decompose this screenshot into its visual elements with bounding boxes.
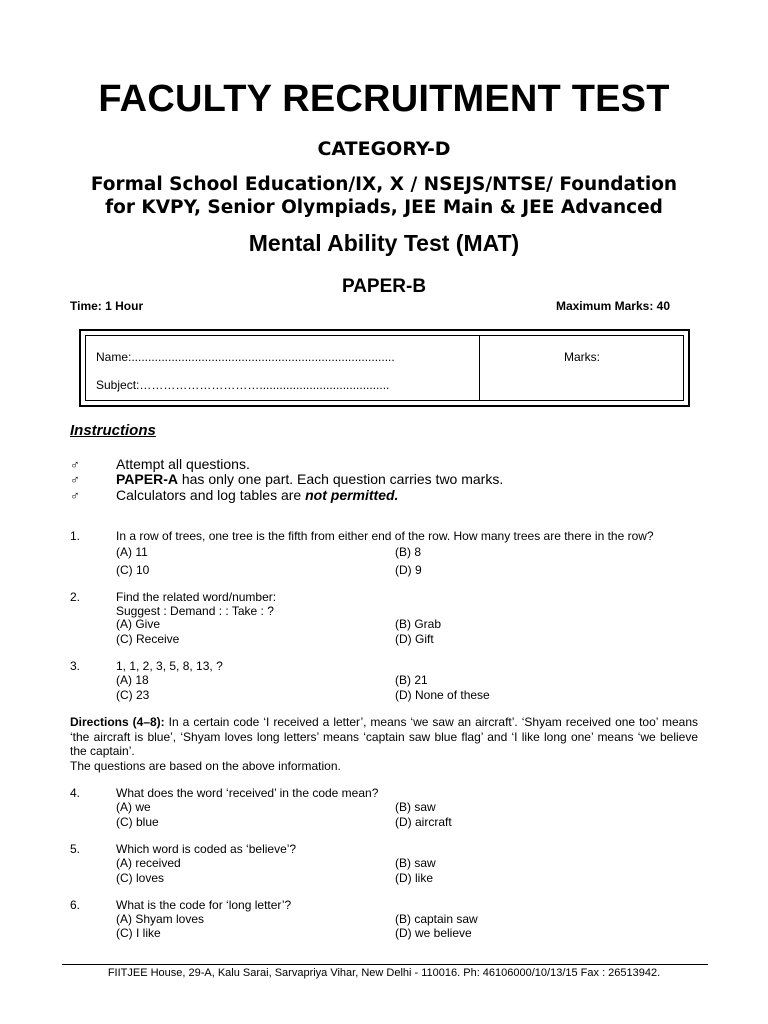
option-d: (D) 9 xyxy=(395,563,422,577)
option-c: (C) loves xyxy=(116,871,165,885)
question-number: 1. xyxy=(70,529,81,543)
question-text: What is the code for ‘long letter’? xyxy=(116,898,292,912)
question-number: 6. xyxy=(70,898,81,912)
option-b: (B) saw xyxy=(395,800,436,814)
instruction-bold-text: PAPER-A xyxy=(116,471,178,487)
time-label: Time: 1 Hour xyxy=(70,299,144,313)
option-a: (A) we xyxy=(116,800,151,814)
question-text: 1, 1, 2, 3, 5, 8, 13, ? xyxy=(116,659,223,673)
footer-address: FIITJEE House, 29-A, Kalu Sarai, Sarvapriya Vihar, New Delhi - 110016. Ph: 46106000/10/13/15 Fax : 26513942. xyxy=(107,967,661,979)
category-heading: CATEGORY-D xyxy=(317,138,451,160)
instruction-item xyxy=(116,456,250,472)
question-number: 2. xyxy=(70,590,81,604)
bullet-icon: ♂ xyxy=(70,472,80,487)
option-d: (D) we believe xyxy=(395,926,472,940)
question-text: What does the word ‘received’ in the code mean? xyxy=(116,786,379,800)
option-a: (A) 18 xyxy=(116,673,149,687)
option-a: (A) received xyxy=(116,856,181,870)
option-d: (D) None of these xyxy=(395,688,490,702)
question-text: Find the related word/number: xyxy=(116,590,277,604)
bullet-icon: ♂ xyxy=(70,488,80,503)
bullet-icon: ♂ xyxy=(70,457,80,472)
option-a: (A) 11 xyxy=(116,545,148,559)
directions-label: Directions (4–8): xyxy=(70,715,165,729)
subtitle-line-2: for KVPY, Senior Olympiads, JEE Main & JEE Advanced xyxy=(105,197,663,218)
option-c: (C) blue xyxy=(116,815,159,829)
instruction-item xyxy=(116,471,503,487)
option-b: (B) captain saw xyxy=(395,912,478,926)
candidate-info-inner-border xyxy=(85,335,684,401)
instruction-text: Attempt all questions. xyxy=(116,456,250,472)
question-number: 3. xyxy=(70,659,81,673)
subtitle-line-1: Formal School Education/IX, X / NSEJS/NTSE/ Foundation xyxy=(90,174,678,195)
instruction-text: Calculators and log tables are xyxy=(116,487,306,503)
question-text: In a row of trees, one tree is the fifth from either end of the row. How many trees are there in the row? xyxy=(116,529,654,543)
directions-note: The questions are based on the above information. xyxy=(70,758,341,773)
instructions-heading: Instructions xyxy=(70,422,156,439)
question-number: 5. xyxy=(70,842,81,856)
option-c: (C) Receive xyxy=(116,632,180,646)
question-number: 4. xyxy=(70,786,81,800)
subject-field[interactable]: Subject:…………………………....................................... xyxy=(96,378,390,392)
page-title: FACULTY RECRUITMENT TEST xyxy=(98,78,670,120)
directions-text: In a certain code ‘I received a letter’, means ‘we saw an aircraft’. ‘Shyam received one too’ means ‘the aircraft is blue’, ‘Shyam loves long letters’ means ‘captain saw blue flag’ and ‘I like long one’ means ‘we believe the captain’. xyxy=(70,715,698,758)
footer-divider xyxy=(62,964,708,965)
marks-field[interactable]: Marks: xyxy=(564,350,600,364)
candidate-info-box xyxy=(79,329,690,407)
option-b: (B) 8 xyxy=(395,545,422,559)
instruction-text: has only one part. Each question carries two marks. xyxy=(177,471,504,487)
name-field[interactable]: Name:............................................................................... xyxy=(96,350,395,364)
option-c: (C) 10 xyxy=(116,563,150,577)
option-c: (C) 23 xyxy=(116,688,150,702)
instruction-emphasis: not permitted. xyxy=(305,487,399,503)
directions-paragraph xyxy=(70,715,698,773)
question-text-line-2: Suggest : Demand : : Take : ? xyxy=(116,604,274,618)
test-name: Mental Ability Test (MAT) xyxy=(248,230,520,256)
option-b: (B) Grab xyxy=(395,617,442,631)
option-a: (A) Give xyxy=(116,617,161,631)
option-b: (B) 21 xyxy=(395,673,428,687)
box-divider xyxy=(479,336,480,400)
paper-label: PAPER-B xyxy=(341,276,427,297)
question-text: Which word is coded as ‘believe’? xyxy=(116,842,297,856)
option-d: (D) like xyxy=(395,871,433,885)
instruction-item xyxy=(116,487,398,503)
max-marks-label: Maximum Marks: 40 xyxy=(555,299,670,313)
option-b: (B) saw xyxy=(395,856,436,870)
option-d: (D) aircraft xyxy=(395,815,452,829)
option-c: (C) I like xyxy=(116,926,161,940)
option-a: (A) Shyam loves xyxy=(116,912,205,926)
option-d: (D) Gift xyxy=(395,632,434,646)
